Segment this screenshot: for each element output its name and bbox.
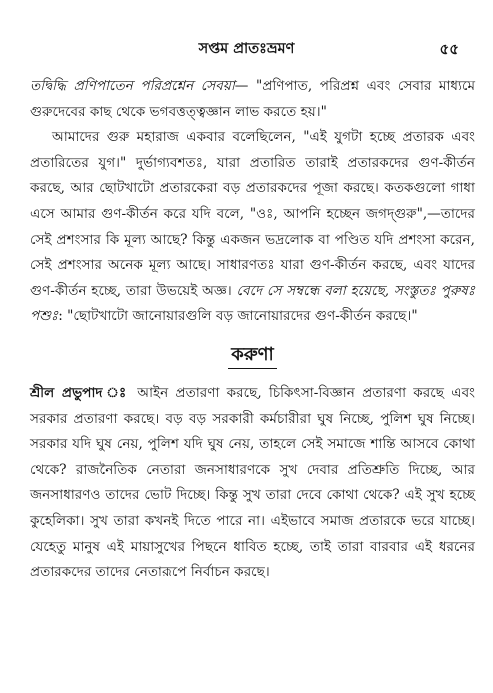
chapter-title: সপ্তম প্রাতঃভ্রমণ	[198, 40, 295, 57]
speaker-name: শ্রীল প্রভুপাদ ঃ	[30, 384, 130, 401]
paragraph-text-end: : "ছোটখাটো জানোয়ারগুলি বড় জানোয়ারদের গুণ-কীর্তন করছে।"	[58, 308, 418, 325]
verse-translation: — "প্রণিপাত, পরিপ্রশ্ন এবং সেবার মাধ্যমে গুরুদেবের কাছ থেকে ভগবত্তত্ত্বজ্ঞান লাভ করতে হয়।"	[30, 78, 475, 120]
page-number: ৫৫	[439, 40, 459, 58]
paragraph-text: আমাদের গুরু মহারাজ একবার বলেছিলেন, "এই যুগটা হচ্ছে প্রতারক এবং প্রতারিতের যুগ।" দুর্ভাগ্যবশতঃ, যারা প্রতারিত তারাই প্রতারকদের গুণ-কীর্তন করছে, আর ছোটখাটো প্রতারকেরা বড় প্রতারকদের পূজা করছে। কতকগুলো গাধা এসে আমার গুণ-কীর্তন করে যদি বলে, "ওঃ, আপনি হচ্ছেন জগদ্গুরু",—তাদের সেই প্রশংসার কি মূল্য আছে? কিন্তু একজন ভদ্রলোক বা পণ্ডিত যদি প্রশংসা করেন, সেই প্রশংসার অনেক মূল্য আছে। সাধারণতঃ যারা গুণ-কীর্তন করছে, এবং যাদের গুণ-কীর্তন হচ্ছে, তারা উভয়েই অজ্ঞ।	[30, 129, 475, 299]
section-heading	[30, 343, 475, 369]
verse-paragraph	[30, 74, 475, 125]
dialogue-text: আইন প্রতারণা করছে, চিকিৎসা-বিজ্ঞান প্রতারণা করছে এবং সরকার প্রতারণা করছে। বড় বড় সরকারী কর্মচারীরা ঘুষ নিচ্ছে, পুলিশ ঘুষ নিচ্ছে। সরকার যদি ঘুষ নেয়, পুলিশ যদি ঘুষ নেয়, তাহলে সেই সমাজে শান্তি আসবে কোথা থেকে? রাজনৈতিক নেতারা জনসাধারণকে সুখ দেবার প্রতিশ্রুতি দিচ্ছে, আর জনসাধারণও তাদের ভোট দিচ্ছে। কিন্তু সুখ তারা দেবে কোথা থেকে? এই সুখ হচ্ছে কুহেলিকা। সুখ তারা কখনই দিতে পারে না। এইভাবে সমাজ প্রতারকে ভরে যাচ্ছে। যেহেতু মানুষ এই মায়াসুখের পিছনে ধাবিত হচ্ছে, তাই তারা বারবার এই ধরনের প্রতারকদের তাদের নেতারূপে নির্বাচন করছে।	[30, 384, 475, 581]
dialogue-paragraph	[30, 381, 475, 586]
guru-maharaj-paragraph	[30, 125, 475, 330]
sanskrit-quote: তদ্বিদ্ধি প্রণিপাতেন পরিপ্রশ্নেন সেবয়া	[30, 78, 235, 94]
page-body	[30, 74, 475, 586]
vedic-quote: বেদে সে সম্বন্ধে বলা হয়েছে, সংস্তুতঃ পুরুষঃ পশুঃ	[30, 282, 475, 325]
section-heading-text: করুণা	[228, 343, 277, 369]
running-header	[0, 38, 493, 60]
